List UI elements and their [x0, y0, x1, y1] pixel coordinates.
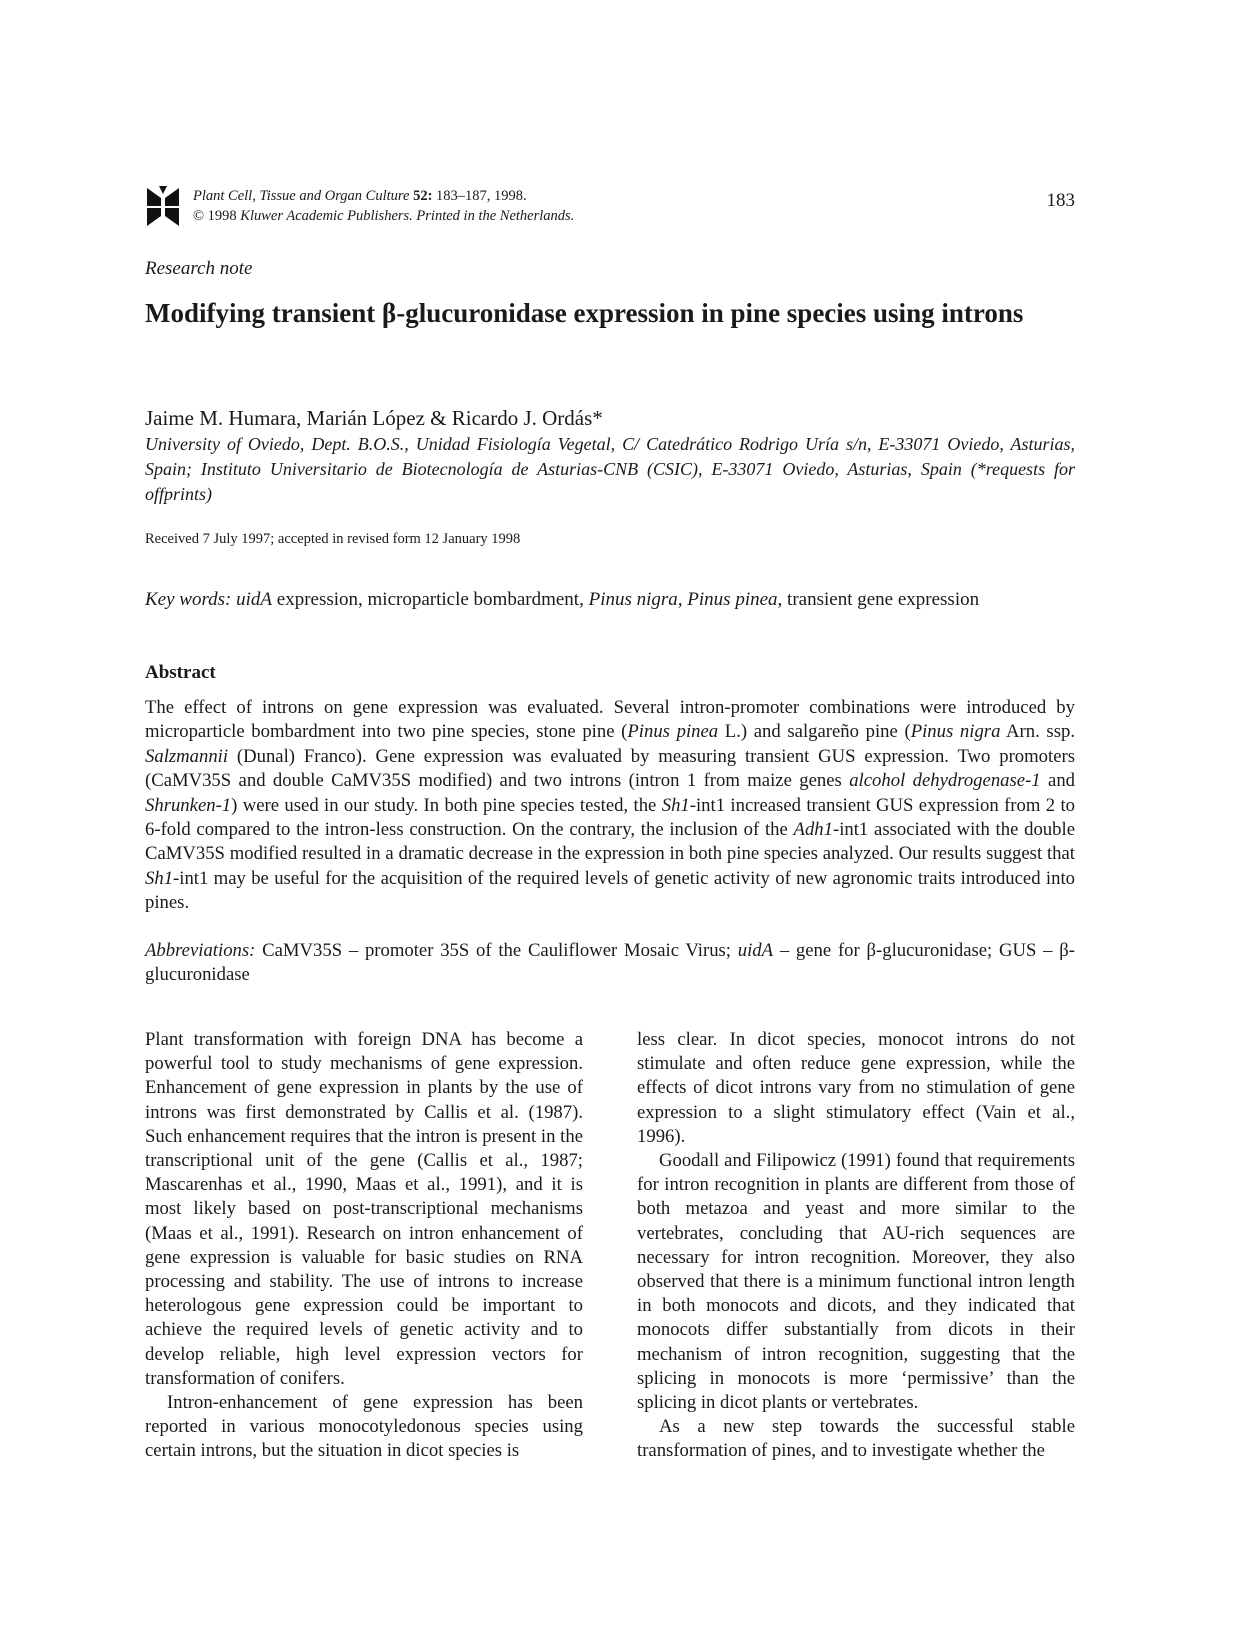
body-column-left [145, 1028, 583, 1464]
body-column-right [637, 1028, 1075, 1464]
authors: Jaime M. Humara, Marián López & Ricardo J. Ordás* [145, 406, 603, 430]
keyword-text: transient gene expression [782, 589, 980, 610]
copyright: © 1998 [193, 208, 241, 224]
abbreviations-segment: CaMV35S – promoter 35S of the Cauliflower Mosaic Virus; [255, 940, 738, 961]
abstract-segment: and [1040, 770, 1076, 792]
page-number: 183 [1046, 190, 1075, 211]
abbreviations-label: Abbreviations: [145, 940, 256, 961]
keyword-text: expression, microparticle bombardment, [272, 589, 589, 610]
abstract-heading: Abstract [145, 662, 216, 683]
publisher-logo-icon [145, 186, 181, 228]
abstract-segment: L.) and salgareño pine ( [718, 721, 911, 743]
abstract-segment: Sh1 [661, 794, 690, 816]
journal-citation [193, 186, 574, 226]
paper-title: Modifying transient β-glucuronidase expression in pine species using introns [145, 298, 1024, 328]
abstract-segment: -int1 increased transient GUS expression from 2 to 6-fold compared to the intron-less construction. On the contrary, the inclusion of the [145, 794, 1075, 841]
abstract-segment: Adh1 [793, 819, 833, 841]
body-paragraph: Goodall and Filipowicz (1991) found that requirements for intron recognition in plants are different from those of both metazoa and yeast and more similar to the vertebrates, concluding that AU-rich sequences are necessary for intron recognition. Moreover, they also observed that there is a minimum functional intron length in both monocots and dicots, and they indicated that monocots differ substantially from dicots in their mechanism of intron recognition, suggesting that the splicing in monocots is more ‘permissive’ than the splicing in dicot plants or vertebrates. [637, 1150, 1075, 1414]
abstract-segment: -int1 may be useful for the acquisition of the required levels of genetic activity of new agronomic traits introduced into pines. [145, 867, 1075, 914]
abstract-text [145, 696, 1075, 916]
abbreviations [145, 939, 1075, 988]
abstract-segment: Sh1 [145, 867, 174, 889]
received-dates: Received 7 July 1997; accepted in revised form 12 January 1998 [145, 531, 521, 547]
abbreviations-segment: uidA [737, 940, 774, 961]
abstract-segment: -int1 associated with the double CaMV35S modified resulted in a dramatic decrease in the expression in both pine species analyzed. Our results suggest that [145, 819, 1075, 865]
printed-in: Printed in the Netherlands. [416, 208, 575, 224]
publisher: Kluwer Academic Publishers. [240, 208, 413, 224]
body-paragraph: less clear. In dicot species, monocot introns do not stimulate and often reduce gene expression, while the effects of dicot introns vary from no stimulation of gene expression to a slight stimulatory effect (Vain et al., 1996). [637, 1029, 1075, 1147]
abstract-segment: alcohol dehydrogenase-1 [849, 770, 1041, 792]
abstract-segment: Salzmannii [145, 745, 229, 767]
article-type: Research note [145, 258, 253, 279]
keyword-term: Pinus nigra, Pinus pinea, [588, 589, 783, 610]
body-paragraph: Intron-enhancement of gene expression has been reported in various monocotyledonous species using certain introns, but the situation in dicot species is [145, 1392, 583, 1462]
abstract-segment: ) were used in our study. In both pine species tested, the [231, 794, 662, 816]
abstract-segment: (Dunal) Franco). Gene expression was evaluated by measuring transient GUS expression. Two promoters (CaMV35S and double CaMV35S modified) and two introns (intron 1 from maize genes [145, 745, 1075, 792]
keywords [145, 589, 1075, 611]
abstract-segment: Shrunken-1 [145, 794, 232, 816]
abstract-segment: Arn. ssp. [1000, 721, 1075, 743]
journal-volume: 52: [413, 188, 433, 204]
body-paragraph: As a new step towards the successful stable transformation of pines, and to investigate whether the [637, 1416, 1075, 1462]
keywords-label: Key words: [145, 589, 232, 610]
journal-name: Plant Cell, Tissue and Organ Culture [193, 188, 410, 204]
abstract-segment: Pinus pinea [627, 721, 719, 743]
abstract-segment: Pinus nigra [910, 721, 1001, 743]
abbreviations-segment: – gene for β-glucuronidase; GUS – β-glucuronidase [145, 940, 1075, 986]
abstract-segment: The effect of introns on gene expression was evaluated. Several intron-promoter combinations were introduced by microparticle bombardment into two pine species, stone pine ( [145, 697, 1075, 743]
journal-header [145, 186, 1075, 234]
affiliation: University of Oviedo, Dept. B.O.S., Unidad Fisiología Vegetal, C/ Catedrático Rodrigo Uría s/n, E-33071 Oviedo, Asturias, Spain; Instituto Universitario de Biotecnología de Asturias-CNB (CSIC), E-33071 Oviedo, Asturias, Spain (*requests for offprints) [145, 434, 1075, 504]
body-paragraph: Plant transformation with foreign DNA has become a powerful tool to study mechanisms of gene expression. Enhancement of gene expression in plants by the use of introns was first demonstrated by Callis et al. (1987). Such enhancement requires that the intron is present in the transcriptional unit of the gene (Callis et al., 1987; Mascarenhas et al., 1990, Maas et al., 1991), and it is most likely based on post-transcriptional mechanisms (Maas et al., 1991). Research on intron enhancement of gene expression is valuable for basic studies on RNA processing and stability. The use of introns to increase heterologous gene expression could be important to achieve the required levels of genetic activity and to develop reliable, high level expression vectors for transformation of conifers. [145, 1029, 583, 1389]
keyword-term: uidA [236, 589, 273, 610]
journal-pages: 183–187, 1998. [436, 188, 527, 204]
